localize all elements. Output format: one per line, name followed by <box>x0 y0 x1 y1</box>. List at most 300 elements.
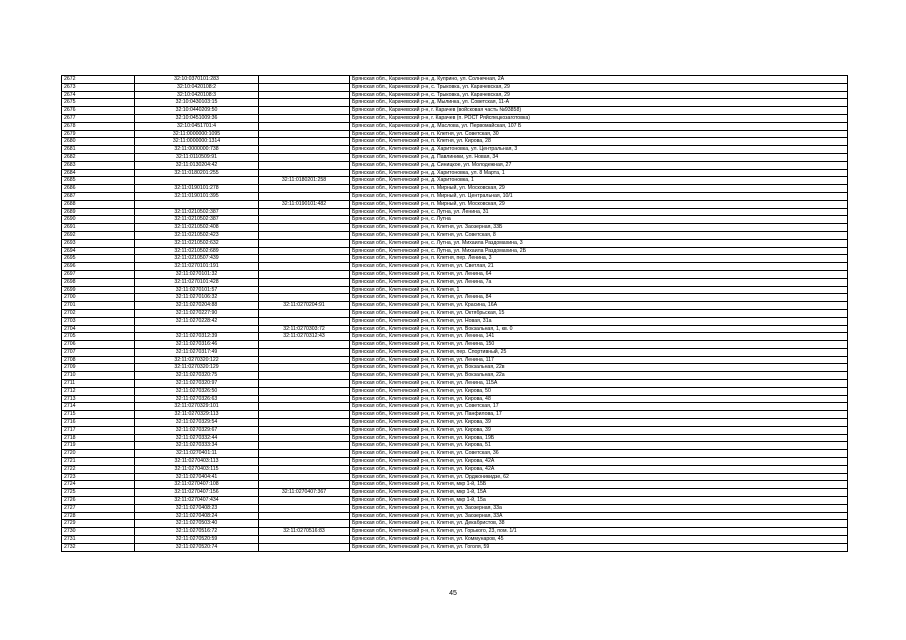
building-cadastral-number-cell <box>259 504 350 512</box>
building-cadastral-number-cell: 32:11:0270204:91 <box>259 302 350 310</box>
address-cell: Брянская обл., Клетнянский р-н, д. Синицкое, ул. Молодежная, 27 <box>350 161 848 169</box>
row-number-cell: 2696 <box>62 263 135 271</box>
table-row <box>62 528 848 536</box>
address-cell: Брянская обл., Клетнянский р-н, п. Мирный, ул. Московская, 29 <box>350 185 848 193</box>
table-row <box>62 309 848 317</box>
cadastral-number-cell: 32:11:0270520:74 <box>135 543 259 551</box>
address-cell: Брянская обл., Карачевский р-н, д. Куприно, ул. Солнечная, 2А <box>350 76 848 84</box>
address-cell: Брянская обл., Клетнянский р-н, п. Клетня, ул. Октябрьская, 15 <box>350 309 848 317</box>
row-number-cell: 2692 <box>62 231 135 239</box>
row-number-cell: 2689 <box>62 208 135 216</box>
address-cell: Брянская обл., Клетнянский р-н, п. Клетня, ул. Кирова, 39 <box>350 419 848 427</box>
cadastral-number-cell: 32:11:0270520:59 <box>135 536 259 544</box>
row-number-cell: 2675 <box>62 99 135 107</box>
row-number-cell: 2690 <box>62 216 135 224</box>
table-row <box>62 130 848 138</box>
building-cadastral-number-cell <box>259 317 350 325</box>
table-row <box>62 403 848 411</box>
row-number-cell: 2697 <box>62 270 135 278</box>
building-cadastral-number-cell: 32:11:0270516:83 <box>259 528 350 536</box>
table-row <box>62 192 848 200</box>
table-row <box>62 216 848 224</box>
building-cadastral-number-cell <box>259 450 350 458</box>
cadastral-number-cell: 32:11:0270320:122 <box>135 356 259 364</box>
cadastral-number-cell: 32:11:0210502:408 <box>135 224 259 232</box>
address-cell: Брянская обл., Клетнянский р-н, с. Лутна, ул. Михаила Раздомахина, 3 <box>350 239 848 247</box>
building-cadastral-number-cell: 32:11:0270407:367 <box>259 489 350 497</box>
address-cell: Брянская обл., Клетнянский р-н, п. Клетня, мкр 1-й, 15Б <box>350 481 848 489</box>
address-cell: Брянская обл., Клетнянский р-н, п. Клетня, ул. Ленина, 150 <box>350 341 848 349</box>
address-cell: Брянская обл., Карачевский р-н, д. Маслова, ул. Первомайская, 107 Б <box>350 122 848 130</box>
building-cadastral-number-cell <box>259 76 350 84</box>
table-row <box>62 364 848 372</box>
row-number-cell: 2676 <box>62 107 135 115</box>
building-cadastral-number-cell <box>259 341 350 349</box>
table-row <box>62 450 848 458</box>
row-number-cell: 2711 <box>62 380 135 388</box>
building-cadastral-number-cell <box>259 364 350 372</box>
table-row <box>62 231 848 239</box>
cadastral-number-cell: 32:11:0270403:115 <box>135 465 259 473</box>
building-cadastral-number-cell <box>259 426 350 434</box>
row-number-cell: 2716 <box>62 419 135 427</box>
address-cell: Брянская обл., Клетнянский р-н, п. Клетня, мкр 1-й, 15а <box>350 497 848 505</box>
row-number-cell: 2729 <box>62 520 135 528</box>
address-cell: Брянская обл., Клетнянский р-н, п. Клетня, ул. Светлая, 21 <box>350 263 848 271</box>
cadastral-number-cell: 32:11:0270404:41 <box>135 473 259 481</box>
building-cadastral-number-cell <box>259 419 350 427</box>
building-cadastral-number-cell <box>259 348 350 356</box>
cadastral-number-cell: 32:11:0270320:97 <box>135 380 259 388</box>
cadastral-number-cell: 32:11:0210502:423 <box>135 231 259 239</box>
row-number-cell: 2705 <box>62 333 135 341</box>
table-row <box>62 76 848 84</box>
address-cell: Брянская обл., Клетнянский р-н, п. Клетня, ул. Красина, 16А <box>350 302 848 310</box>
row-number-cell: 2707 <box>62 348 135 356</box>
cadastral-number-cell: 32:11:0270101:32 <box>135 270 259 278</box>
address-cell: Брянская обл., Клетнянский р-н, п. Клетня, ул. Кирова, 51 <box>350 442 848 450</box>
cadastral-number-cell: 32:11:0270403:113 <box>135 458 259 466</box>
building-cadastral-number-cell <box>259 380 350 388</box>
cadastral-number-cell: 32:11:0190101:395 <box>135 192 259 200</box>
table-row <box>62 325 848 333</box>
cadastral-number-cell: 32:10:0420108:3 <box>135 91 259 99</box>
table-row <box>62 481 848 489</box>
cadastral-number-cell: 32:11:0130204:42 <box>135 161 259 169</box>
table-row <box>62 294 848 302</box>
building-cadastral-number-cell <box>259 83 350 91</box>
row-number-cell: 2691 <box>62 224 135 232</box>
row-number-cell: 2673 <box>62 83 135 91</box>
address-cell: Брянская обл., Клетнянский р-н, п. Клетня, ул. Кирова, 48 <box>350 395 848 403</box>
address-cell: Брянская обл., Клетнянский р-н, п. Клетня, ул. Декабристов, 38 <box>350 520 848 528</box>
building-cadastral-number-cell <box>259 247 350 255</box>
row-number-cell: 2713 <box>62 395 135 403</box>
row-number-cell: 2718 <box>62 434 135 442</box>
address-cell: Брянская обл., Клетнянский р-н, п. Клетня, ул. Кирова, 28 <box>350 138 848 146</box>
table-row <box>62 536 848 544</box>
building-cadastral-number-cell <box>259 208 350 216</box>
building-cadastral-number-cell <box>259 372 350 380</box>
row-number-cell: 2679 <box>62 130 135 138</box>
row-number-cell: 2674 <box>62 91 135 99</box>
cadastral-number-cell: 32:11:0270503:40 <box>135 520 259 528</box>
address-cell: Брянская обл., Клетнянский р-н, п. Мирный, ул. Центральная, 10/1 <box>350 192 848 200</box>
row-number-cell: 2724 <box>62 481 135 489</box>
building-cadastral-number-cell <box>259 270 350 278</box>
building-cadastral-number-cell <box>259 458 350 466</box>
table-row <box>62 247 848 255</box>
address-cell: Брянская обл., Клетнянский р-н, п. Клетня, ул. Ленина, 141 <box>350 333 848 341</box>
row-number-cell: 2688 <box>62 200 135 208</box>
row-number-cell: 2685 <box>62 177 135 185</box>
row-number-cell: 2694 <box>62 247 135 255</box>
address-cell: Брянская обл., Клетнянский р-н, д. Харитоновка, ул. Центральная, 3 <box>350 146 848 154</box>
cadastral-number-cell: 32:11:0270329:54 <box>135 419 259 427</box>
cadastral-number-cell: 32:11:0210507:439 <box>135 255 259 263</box>
table-row <box>62 348 848 356</box>
table-row <box>62 107 848 115</box>
table-row <box>62 434 848 442</box>
cadastral-number-cell: 32:11:0270516:72 <box>135 528 259 536</box>
row-number-cell: 2693 <box>62 239 135 247</box>
row-number-cell: 2719 <box>62 442 135 450</box>
row-number-cell: 2687 <box>62 192 135 200</box>
cadastral-number-cell: 32:11:0270408:23 <box>135 504 259 512</box>
address-cell: Брянская обл., Клетнянский р-н, д. Харитоновка, 1 <box>350 177 848 185</box>
address-cell: Брянская обл., Карачевский р-н, с. Трыковка, ул. Карачевская, 29 <box>350 83 848 91</box>
cadastral-number-cell: 32:11:0270326:63 <box>135 395 259 403</box>
address-cell: Брянская обл., Клетнянский р-н, п. Клетня, ул. Новая, 31а <box>350 317 848 325</box>
cadastral-number-cell <box>135 177 259 185</box>
row-number-cell: 2680 <box>62 138 135 146</box>
cadastral-number-cell: 32:10:0440209:50 <box>135 107 259 115</box>
address-cell: Брянская обл., Клетнянский р-н, п. Клетня, ул. Ленина, 64 <box>350 270 848 278</box>
address-cell: Брянская обл., Карачевский р-н, с. Трыковка, ул. Карачевская, 29 <box>350 91 848 99</box>
row-number-cell: 2686 <box>62 185 135 193</box>
address-cell: Брянская обл., Клетнянский р-н, п. Клетня, ул. Горького, 23, пом. 1/1 <box>350 528 848 536</box>
row-number-cell: 2715 <box>62 411 135 419</box>
address-cell: Брянская обл., Карачевский р-н, г. Карачев (п. РОСТ Ряйспецкозаготовка) <box>350 114 848 122</box>
row-number-cell: 2721 <box>62 458 135 466</box>
table-row <box>62 138 848 146</box>
address-cell: Брянская обл., Клетнянский р-н, п. Клетня, ул. Вокзальная, 22а <box>350 372 848 380</box>
table-row <box>62 83 848 91</box>
building-cadastral-number-cell <box>259 356 350 364</box>
cadastral-number-cell: 32:11:0190101:278 <box>135 185 259 193</box>
address-cell: Брянская обл., Клетнянский р-н, п. Клетня, мкр 1-й, 15А <box>350 489 848 497</box>
row-number-cell: 2684 <box>62 169 135 177</box>
address-cell: Брянская обл., Клетнянский р-н, п. Клетня, ул. Гоголя, 59 <box>350 543 848 551</box>
row-number-cell: 2714 <box>62 403 135 411</box>
table-row <box>62 153 848 161</box>
table-row <box>62 489 848 497</box>
row-number-cell: 2704 <box>62 325 135 333</box>
row-number-cell: 2717 <box>62 426 135 434</box>
cadastral-number-cell: 32:11:0180201:255 <box>135 169 259 177</box>
table-row <box>62 543 848 551</box>
cadastral-number-cell: 32:11:0270317:49 <box>135 348 259 356</box>
row-number-cell: 2708 <box>62 356 135 364</box>
table-row <box>62 169 848 177</box>
row-number-cell: 2698 <box>62 278 135 286</box>
row-number-cell: 2726 <box>62 497 135 505</box>
address-cell: Брянская обл., Клетнянский р-н, п. Клетня, ул. Панфилова, 17 <box>350 411 848 419</box>
cadastral-number-cell: 32:10:0451701:4 <box>135 122 259 130</box>
cadastral-number-cell: 32:11:0000000:1314 <box>135 138 259 146</box>
cadastral-number-cell: 32:10:0451009:36 <box>135 114 259 122</box>
table-row <box>62 239 848 247</box>
building-cadastral-number-cell <box>259 481 350 489</box>
building-cadastral-number-cell: 32:11:0270303:72 <box>259 325 350 333</box>
row-number-cell: 2677 <box>62 114 135 122</box>
row-number-cell: 2702 <box>62 309 135 317</box>
table-row <box>62 208 848 216</box>
row-number-cell: 2678 <box>62 122 135 130</box>
cadastral-number-cell: 32:11:0210502:387 <box>135 208 259 216</box>
building-cadastral-number-cell <box>259 263 350 271</box>
row-number-cell: 2706 <box>62 341 135 349</box>
building-cadastral-number-cell <box>259 153 350 161</box>
table-row <box>62 497 848 505</box>
table-row <box>62 333 848 341</box>
row-number-cell: 2672 <box>62 76 135 84</box>
building-cadastral-number-cell <box>259 403 350 411</box>
table-row <box>62 458 848 466</box>
building-cadastral-number-cell <box>259 473 350 481</box>
address-cell: Брянская обл., Клетнянский р-н, п. Клетня, ул. Советская, 17 <box>350 403 848 411</box>
cadastral-number-cell: 32:11:0270332:44 <box>135 434 259 442</box>
cadastral-number-cell: 32:11:0270407:156 <box>135 489 259 497</box>
row-number-cell: 2731 <box>62 536 135 544</box>
building-cadastral-number-cell <box>259 114 350 122</box>
address-cell: Брянская обл., Клетнянский р-н, д. Павлиники, ул. Новая, 34 <box>350 153 848 161</box>
table-row <box>62 395 848 403</box>
row-number-cell: 2727 <box>62 504 135 512</box>
table-row <box>62 387 848 395</box>
cadastral-number-cell: 32:11:0210502:387 <box>135 216 259 224</box>
cadastral-number-cell: 32:11:0270101:191 <box>135 263 259 271</box>
table-row <box>62 520 848 528</box>
cadastral-number-cell: 32:11:0270228:42 <box>135 317 259 325</box>
row-number-cell: 2703 <box>62 317 135 325</box>
address-cell: Брянская обл., Клетнянский р-н, п. Клетня, ул. Вокзальная, 1, кв. 0 <box>350 325 848 333</box>
cadastral-number-cell: 32:11:0210502:632 <box>135 239 259 247</box>
building-cadastral-number-cell <box>259 465 350 473</box>
cadastral-number-cell: 32:11:0270407:108 <box>135 481 259 489</box>
building-cadastral-number-cell <box>259 192 350 200</box>
cadastral-number-cell: 32:11:0270227:90 <box>135 309 259 317</box>
cadastral-number-cell: 32:10:0370101:283 <box>135 76 259 84</box>
cadastral-number-cell: 32:11:0210502:689 <box>135 247 259 255</box>
cadastral-number-cell: 32:11:0270326:50 <box>135 387 259 395</box>
building-cadastral-number-cell <box>259 387 350 395</box>
cadastral-number-cell: 32:11:0270312:39 <box>135 333 259 341</box>
register-table-body <box>62 76 848 552</box>
address-cell: Брянская обл., Клетнянский р-н, п. Клетня, ул. Советская, 36 <box>350 450 848 458</box>
table-row <box>62 286 848 294</box>
table-row <box>62 200 848 208</box>
address-cell: Брянская обл., Клетнянский р-н, д. Харитоновка, ул. 8 Марта, 1 <box>350 169 848 177</box>
address-cell: Брянская обл., Клетнянский р-н, п. Клетня, ул. Заозерная, 33а <box>350 504 848 512</box>
address-cell: Брянская обл., Клетнянский р-н, п. Клетня, ул. Кирова, 42А <box>350 458 848 466</box>
building-cadastral-number-cell <box>259 224 350 232</box>
table-row <box>62 99 848 107</box>
address-cell: Брянская обл., Клетнянский р-н, п. Клетня, ул. Кирова, 50 <box>350 387 848 395</box>
building-cadastral-number-cell <box>259 239 350 247</box>
building-cadastral-number-cell <box>259 185 350 193</box>
address-cell: Брянская обл., Клетнянский р-н, п. Клетня, ул. Заозерная, 33Б <box>350 224 848 232</box>
row-number-cell: 2712 <box>62 387 135 395</box>
address-cell: Брянская обл., Клетнянский р-н, п. Клетня, ул. Орджоникидзе, 62 <box>350 473 848 481</box>
building-cadastral-number-cell <box>259 255 350 263</box>
building-cadastral-number-cell <box>259 278 350 286</box>
cadastral-number-cell: 32:10:0430103:15 <box>135 99 259 107</box>
building-cadastral-number-cell <box>259 294 350 302</box>
table-row <box>62 372 848 380</box>
address-cell: Брянская обл., Клетнянский р-н, п. Клетня, ул. Ленина, 84 <box>350 294 848 302</box>
address-cell: Брянская обл., Клетнянский р-н, п. Клетня, ул. Советская, 8 <box>350 231 848 239</box>
row-number-cell: 2699 <box>62 286 135 294</box>
address-cell: Брянская обл., Карачевский р-н, г. Карачев (войсковая часть №93858) <box>350 107 848 115</box>
cadastral-number-cell: 32:11:0000000:738 <box>135 146 259 154</box>
building-cadastral-number-cell <box>259 520 350 528</box>
table-row <box>62 504 848 512</box>
row-number-cell: 2709 <box>62 364 135 372</box>
cadastral-number-cell: 32:11:0270204:88 <box>135 302 259 310</box>
table-row <box>62 185 848 193</box>
address-cell: Брянская обл., Карачевский р-н, д. Мылинка, ул. Советская, 11-А <box>350 99 848 107</box>
building-cadastral-number-cell <box>259 395 350 403</box>
building-cadastral-number-cell <box>259 91 350 99</box>
building-cadastral-number-cell <box>259 442 350 450</box>
address-cell: Брянская обл., Клетнянский р-н, п. Мирный, ул. Московская, 29 <box>350 200 848 208</box>
table-row <box>62 255 848 263</box>
address-cell: Брянская обл., Клетнянский р-н, п. Клетня, ул. Кирова, 19Б <box>350 434 848 442</box>
cadastral-number-cell: 32:11:0270316:46 <box>135 341 259 349</box>
register-table <box>61 75 848 552</box>
row-number-cell: 2700 <box>62 294 135 302</box>
building-cadastral-number-cell <box>259 512 350 520</box>
building-cadastral-number-cell <box>259 122 350 130</box>
cadastral-number-cell: 32:11:0270320:129 <box>135 364 259 372</box>
table-row <box>62 91 848 99</box>
cadastral-number-cell: 32:11:0270106:32 <box>135 294 259 302</box>
table-row <box>62 473 848 481</box>
cadastral-number-cell: 32:11:0270401:11 <box>135 450 259 458</box>
address-cell: Брянская обл., Клетнянский р-н, с. Лутна <box>350 216 848 224</box>
building-cadastral-number-cell: 32:11:0190101:482 <box>259 200 350 208</box>
row-number-cell: 2730 <box>62 528 135 536</box>
cadastral-number-cell: 32:11:0270320:75 <box>135 372 259 380</box>
address-cell: Брянская обл., Клетнянский р-н, п. Клетня, ул. Ленина, 117 <box>350 356 848 364</box>
building-cadastral-number-cell <box>259 146 350 154</box>
building-cadastral-number-cell <box>259 309 350 317</box>
table-row <box>62 114 848 122</box>
table-row <box>62 419 848 427</box>
cadastral-number-cell: 32:11:0270101:57 <box>135 286 259 294</box>
building-cadastral-number-cell <box>259 536 350 544</box>
cadastral-number-cell: 32:11:0270407:434 <box>135 497 259 505</box>
table-row <box>62 146 848 154</box>
table-row <box>62 442 848 450</box>
table-row <box>62 411 848 419</box>
building-cadastral-number-cell <box>259 130 350 138</box>
page-number: 45 <box>449 590 457 597</box>
cadastral-number-cell <box>135 200 259 208</box>
address-cell: Брянская обл., Клетнянский р-н, п. Клетня, ул. Ленина, 115А <box>350 380 848 388</box>
table-row <box>62 512 848 520</box>
table-row <box>62 356 848 364</box>
row-number-cell: 2681 <box>62 146 135 154</box>
building-cadastral-number-cell <box>259 161 350 169</box>
table-row <box>62 270 848 278</box>
building-cadastral-number-cell <box>259 434 350 442</box>
table-row <box>62 426 848 434</box>
row-number-cell: 2732 <box>62 543 135 551</box>
building-cadastral-number-cell <box>259 231 350 239</box>
row-number-cell: 2695 <box>62 255 135 263</box>
row-number-cell: 2722 <box>62 465 135 473</box>
address-cell: Брянская обл., Клетнянский р-н, п. Клетня, пер. Спортивный, 25 <box>350 348 848 356</box>
address-cell: Брянская обл., Клетнянский р-н, п. Клетня, ул. Вокзальная, 22в <box>350 364 848 372</box>
address-cell: Брянская обл., Клетнянский р-н, п. Клетня, ул. Ленина, 7а <box>350 278 848 286</box>
row-number-cell: 2701 <box>62 302 135 310</box>
building-cadastral-number-cell <box>259 99 350 107</box>
row-number-cell: 2728 <box>62 512 135 520</box>
row-number-cell: 2683 <box>62 161 135 169</box>
building-cadastral-number-cell: 32:11:0180201:258 <box>259 177 350 185</box>
building-cadastral-number-cell <box>259 543 350 551</box>
cadastral-number-cell: 32:11:0270333:34 <box>135 442 259 450</box>
address-cell: Брянская обл., Клетнянский р-н, с. Лутна, ул. Ленина, 31 <box>350 208 848 216</box>
building-cadastral-number-cell <box>259 138 350 146</box>
table-row <box>62 263 848 271</box>
address-cell: Брянская обл., Клетнянский р-н, п. Клетня, пер. Ленина, 3 <box>350 255 848 263</box>
address-cell: Брянская обл., Клетнянский р-н, п. Клетня, ул. Заозерная, 33А <box>350 512 848 520</box>
address-cell: Брянская обл., Клетнянский р-н, п. Клетня, ул. Советская, 30 <box>350 130 848 138</box>
row-number-cell: 2710 <box>62 372 135 380</box>
building-cadastral-number-cell <box>259 107 350 115</box>
row-number-cell: 2723 <box>62 473 135 481</box>
cadastral-number-cell: 32:11:0110509:91 <box>135 153 259 161</box>
building-cadastral-number-cell <box>259 169 350 177</box>
table-row <box>62 177 848 185</box>
table-row <box>62 161 848 169</box>
cadastral-number-cell: 32:11:0270329:101 <box>135 403 259 411</box>
building-cadastral-number-cell <box>259 497 350 505</box>
table-row <box>62 317 848 325</box>
table-row <box>62 278 848 286</box>
building-cadastral-number-cell <box>259 411 350 419</box>
address-cell: Брянская обл., Клетнянский р-н, п. Клетня, ул. Кирова, 39 <box>350 426 848 434</box>
cadastral-number-cell: 32:11:0270408:24 <box>135 512 259 520</box>
row-number-cell: 2720 <box>62 450 135 458</box>
address-cell: Брянская обл., Клетнянский р-н, п. Клетня, 1 <box>350 286 848 294</box>
building-cadastral-number-cell <box>259 216 350 224</box>
table-row <box>62 122 848 130</box>
row-number-cell: 2682 <box>62 153 135 161</box>
address-cell: Брянская обл., Клетнянский р-н, с. Лутна, ул. Михаила Раздомахина, 2Б <box>350 247 848 255</box>
address-cell: Брянская обл., Клетнянский р-н, п. Клетня, ул. Кирова, 42А <box>350 465 848 473</box>
table-row <box>62 380 848 388</box>
table-row <box>62 302 848 310</box>
building-cadastral-number-cell: 32:11:0270312:43 <box>259 333 350 341</box>
cadastral-number-cell: 32:11:0000000:1095 <box>135 130 259 138</box>
cadastral-number-cell: 32:11:0270101:428 <box>135 278 259 286</box>
table-row <box>62 341 848 349</box>
table-row <box>62 465 848 473</box>
